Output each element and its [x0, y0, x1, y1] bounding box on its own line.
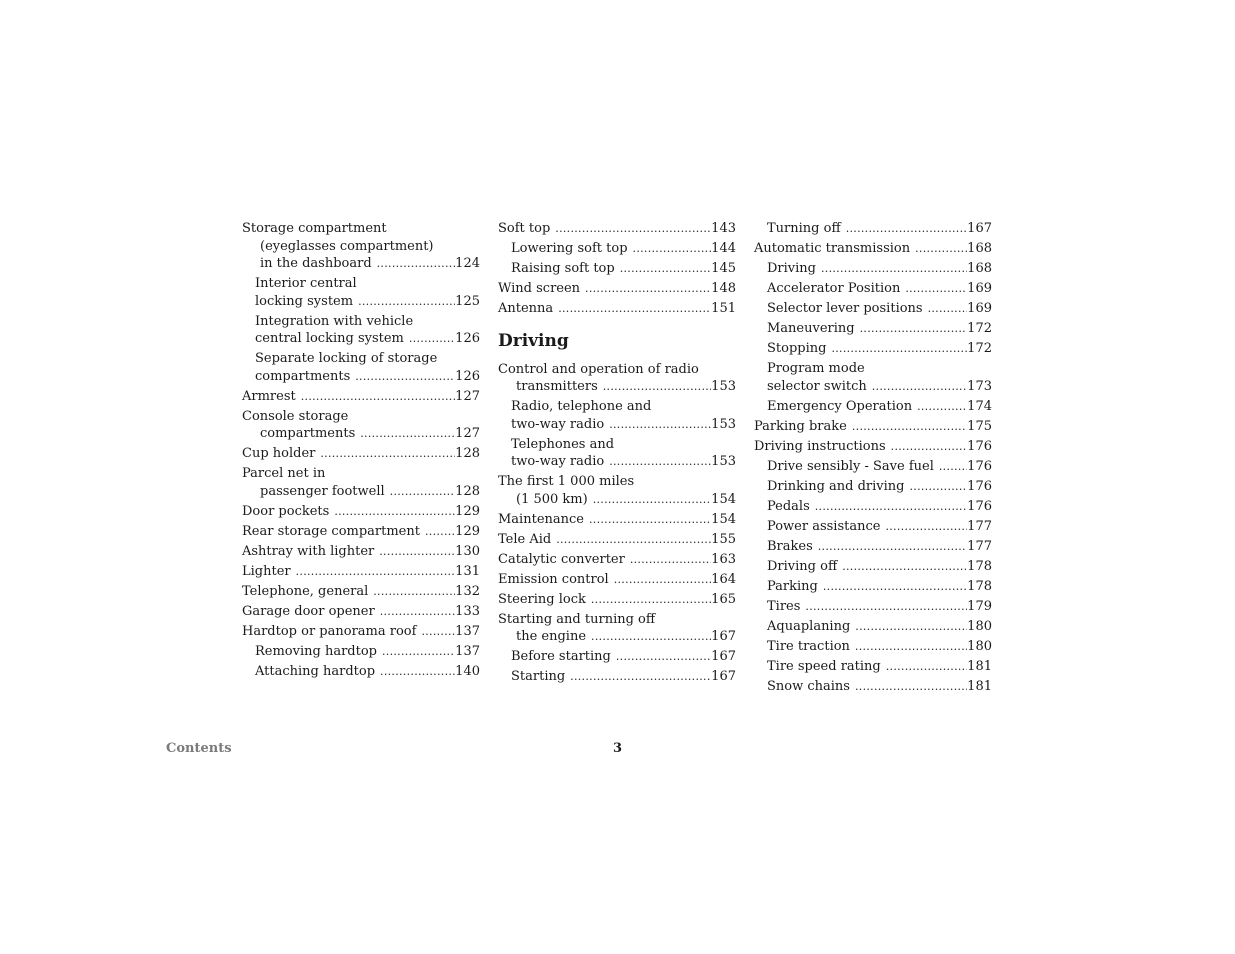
toc-entry-text: Soft top: [498, 221, 551, 236]
toc-entry-text: Interior central: [255, 276, 357, 291]
toc-entry-text: Ashtray with lighter: [242, 543, 375, 559]
toc-page-number: 145: [711, 261, 736, 276]
toc-page-number: 127: [455, 426, 480, 441]
toc-column-3: [754, 220, 992, 698]
toc-entry[interactable]: [498, 220, 736, 238]
toc-entry[interactable]: [498, 611, 736, 646]
toc-entry[interactable]: [754, 260, 992, 278]
toc-entry-text: Cup holder: [242, 446, 316, 461]
toc-page-number: 154: [711, 511, 736, 527]
toc-entry-text: Raising soft top: [511, 261, 615, 276]
toc-entry[interactable]: [754, 658, 992, 676]
toc-entry-text: Starting: [511, 669, 566, 684]
toc-entry[interactable]: [242, 503, 480, 521]
toc-entry-text: Drive sensibly - Save fuel: [767, 458, 934, 474]
toc-page-number: 181: [967, 658, 992, 674]
dot-leader: [934, 458, 967, 476]
dot-leader: [841, 220, 967, 238]
toc-page-number: 164: [711, 571, 736, 587]
dot-leader: [900, 280, 967, 298]
toc-entry[interactable]: [498, 300, 736, 318]
toc-entry-text: compartments: [255, 368, 351, 384]
toc-entry[interactable]: [242, 313, 480, 348]
toc-entry-text: Brakes: [767, 538, 813, 554]
toc-page-number: 127: [455, 388, 480, 404]
toc-page-number: 125: [455, 293, 480, 309]
dot-leader: [296, 388, 455, 406]
toc-entry[interactable]: [754, 360, 992, 395]
toc-entry[interactable]: [498, 551, 736, 569]
toc-page-number: 129: [455, 523, 480, 539]
toc-column-2: [498, 220, 736, 688]
toc-entry[interactable]: [498, 260, 736, 278]
toc-page-number: 137: [455, 643, 480, 659]
toc-page-number: 179: [967, 598, 992, 614]
toc-entry[interactable]: [242, 643, 480, 661]
dot-leader: [385, 483, 456, 501]
dot-leader: [416, 623, 455, 641]
toc-entry-text: Integration with vehicle: [255, 313, 414, 329]
toc-entry[interactable]: [754, 598, 992, 616]
toc-entry-text: Removing hardtop: [255, 643, 377, 659]
toc-entry[interactable]: [498, 240, 736, 258]
toc-entry-text: The first 1 000 miles: [498, 474, 635, 489]
dot-leader: [800, 598, 967, 616]
toc-entry-text: Snow chains: [767, 678, 850, 694]
toc-page-number: 173: [967, 378, 992, 394]
toc-entry[interactable]: [242, 275, 480, 310]
toc-entry[interactable]: [498, 531, 736, 549]
toc-entry-text: passenger footwell: [260, 483, 385, 499]
toc-entry[interactable]: [498, 648, 736, 666]
dot-leader: [565, 668, 711, 686]
toc-entry[interactable]: [754, 458, 992, 476]
toc-entry-text: Tires: [767, 598, 801, 614]
toc-entry-text: Driving: [767, 261, 816, 276]
toc-entry[interactable]: [754, 578, 992, 596]
toc-entry-text: Turning off: [767, 221, 841, 236]
toc-page-number: 177: [967, 538, 992, 554]
dot-leader: [604, 416, 711, 434]
toc-entry[interactable]: [754, 300, 992, 318]
dot-leader: [850, 678, 967, 696]
dot-leader: [598, 378, 711, 396]
dot-leader: [813, 538, 967, 556]
toc-entry-text: (eyeglasses compartment): [260, 238, 434, 254]
toc-entry[interactable]: [754, 320, 992, 338]
toc-entry-text: Garage door opener: [242, 603, 375, 619]
dot-leader: [867, 378, 967, 396]
dot-leader: [353, 293, 455, 311]
toc-page-number: 176: [967, 458, 992, 474]
dot-leader: [905, 478, 968, 496]
dot-leader: [818, 578, 967, 596]
toc-page-number: 168: [967, 241, 992, 256]
toc-entry-text: Telephones and: [511, 436, 615, 452]
toc-page-number: 168: [967, 261, 992, 276]
toc-entry-text: Power assistance: [767, 518, 881, 534]
toc-page-number: 153: [711, 379, 736, 394]
dot-leader: [375, 663, 455, 681]
toc-entry[interactable]: [242, 603, 480, 621]
toc-entry[interactable]: [754, 220, 992, 238]
toc-entry[interactable]: [498, 668, 736, 686]
dot-leader: [628, 240, 712, 258]
toc-page-number: 167: [711, 629, 736, 644]
toc-page-number: 180: [967, 618, 992, 634]
dot-leader: [923, 300, 968, 318]
toc-entry-text: selector switch: [767, 378, 867, 394]
dot-leader: [910, 240, 967, 258]
toc-entry-text: Tele Aid: [498, 531, 552, 547]
toc-page-number: 169: [967, 281, 992, 296]
toc-page-number: 131: [455, 563, 480, 579]
toc-entry-text: Stopping: [767, 341, 827, 356]
toc-page-number: 167: [711, 649, 736, 664]
toc-entry[interactable]: [754, 538, 992, 556]
dot-leader: [611, 648, 711, 666]
dot-leader: [881, 658, 967, 676]
toc-entry[interactable]: [754, 438, 992, 456]
toc-entry-text: Door pockets: [242, 503, 330, 519]
toc-entry[interactable]: [242, 465, 480, 500]
toc-page-number: 180: [967, 638, 992, 654]
toc-entry-text: Driving off: [767, 558, 838, 574]
toc-page-number: 176: [967, 438, 992, 454]
toc-entry[interactable]: [242, 388, 480, 406]
toc-entry-text: Program mode: [767, 361, 865, 376]
toc-entry-text: Lighter: [242, 563, 291, 579]
toc-entry-text: Armrest: [242, 388, 296, 404]
toc-entry-text: Rear storage compartment: [242, 523, 420, 539]
toc-page-number: 178: [967, 578, 992, 594]
toc-entry[interactable]: [498, 591, 736, 609]
toc-entry[interactable]: [498, 571, 736, 589]
toc-entry-text: Starting and turning off: [498, 611, 656, 627]
toc-entry-text: Parking brake: [754, 418, 847, 434]
dot-leader: [850, 618, 967, 636]
toc-entry[interactable]: [754, 638, 992, 656]
dot-leader: [586, 591, 711, 609]
dot-leader: [837, 558, 967, 576]
toc-entry-text: Selector lever positions: [767, 301, 923, 316]
toc-page-number: 177: [967, 518, 992, 534]
toc-entry-text: Maintenance: [498, 511, 584, 527]
toc-entry[interactable]: [498, 511, 736, 529]
toc-entry[interactable]: [242, 408, 480, 443]
dot-leader: [350, 368, 455, 386]
toc-entry[interactable]: [498, 398, 736, 433]
toc-page-number: 178: [967, 558, 992, 574]
toc-entry-text: Parking: [767, 578, 818, 594]
dot-leader: [588, 491, 711, 509]
toc-entry-text: Hardtop or panorama roof: [242, 623, 417, 639]
toc-page-number: 163: [711, 551, 736, 567]
toc-page-number: 126: [455, 331, 480, 346]
toc-entry[interactable]: [498, 473, 736, 508]
toc-entry[interactable]: [754, 280, 992, 298]
dot-leader: [912, 398, 967, 416]
toc-entry-text: Pedals: [767, 498, 810, 514]
dot-leader: [374, 543, 455, 561]
dot-leader: [404, 330, 455, 348]
toc-entry-text: locking system: [255, 293, 354, 309]
toc-page-number: 167: [711, 669, 736, 684]
toc-entry-text: Maneuvering: [767, 321, 855, 336]
dot-leader: [550, 220, 711, 238]
toc-entry-text: Telephone, general: [242, 583, 369, 599]
dot-leader: [847, 418, 967, 436]
footer-section-label: Contents: [166, 741, 232, 756]
toc-entry[interactable]: [754, 518, 992, 536]
dot-leader: [420, 523, 455, 541]
dot-leader: [826, 340, 967, 358]
toc-page-number: 128: [455, 483, 480, 499]
toc-page-number: 172: [967, 321, 992, 336]
dot-leader: [609, 571, 711, 589]
toc-page-number: 181: [967, 678, 992, 694]
toc-entry[interactable]: [242, 583, 480, 601]
toc-entry[interactable]: [242, 663, 480, 681]
toc-entry-text: Driving instructions: [754, 438, 886, 454]
dot-leader: [553, 300, 711, 318]
dot-leader: [329, 503, 455, 521]
dot-leader: [816, 260, 967, 278]
dot-leader: [604, 453, 711, 471]
dot-leader: [615, 260, 711, 278]
toc-page-number: 175: [967, 418, 992, 434]
dot-leader: [315, 445, 455, 463]
toc-entry[interactable]: [498, 280, 736, 298]
toc-entry-text: Radio, telephone and: [511, 399, 652, 414]
toc-entry[interactable]: [754, 240, 992, 258]
toc-page-number: 176: [967, 498, 992, 514]
toc-entry-text: Storage compartment: [242, 221, 387, 236]
toc-entry-text: Parcel net in: [242, 466, 326, 481]
toc-entry-text: Control and operation of radio: [498, 361, 699, 377]
toc-entry-text: Console storage: [242, 408, 349, 424]
toc-page-number: 176: [967, 478, 992, 494]
toc-entry[interactable]: [242, 350, 480, 385]
toc-page-number: 133: [455, 603, 480, 619]
toc-entry[interactable]: [498, 436, 736, 471]
toc-entry-text: Catalytic converter: [498, 551, 625, 567]
toc-entry-text: two-way radio: [511, 416, 605, 432]
toc-entry-text: compartments: [260, 426, 356, 441]
toc-entry[interactable]: [498, 361, 736, 396]
toc-page-number: 167: [967, 221, 992, 236]
toc-entry[interactable]: [754, 418, 992, 436]
toc-entry[interactable]: [242, 623, 480, 641]
toc-page-number: 153: [711, 416, 736, 432]
toc-entry-text: in the dashboard: [260, 256, 372, 271]
toc-entry[interactable]: [754, 678, 992, 696]
dot-leader: [810, 498, 967, 516]
dot-leader: [880, 518, 967, 536]
toc-page-number: 169: [967, 301, 992, 316]
toc-page-number: 124: [455, 256, 480, 271]
toc-page-number: 153: [711, 454, 736, 469]
toc-column-1: [242, 220, 480, 683]
toc-entry-text: Accelerator Position: [767, 281, 901, 296]
toc-entry[interactable]: [242, 543, 480, 561]
toc-entry-text: central locking system: [255, 331, 404, 346]
toc-entry-text: Attaching hardtop: [255, 663, 376, 679]
toc-page-number: 137: [455, 623, 480, 639]
dot-leader: [625, 551, 711, 569]
page-number: 3: [613, 741, 623, 756]
toc-entry-text: (1 500 km): [516, 491, 588, 507]
toc-page-number: 151: [711, 301, 736, 316]
toc-page-number: 132: [455, 583, 480, 599]
toc-entry-text: Antenna: [498, 301, 554, 316]
toc-entry-text: Aquaplaning: [767, 618, 851, 634]
toc-entry[interactable]: [754, 478, 992, 496]
dot-leader: [551, 531, 711, 549]
toc-page-number: 148: [711, 281, 736, 296]
toc-entry-text: Emergency Operation: [767, 398, 913, 414]
toc-entry[interactable]: [242, 563, 480, 581]
toc-page-number: 129: [455, 503, 480, 519]
dot-leader: [368, 583, 455, 601]
dot-leader: [586, 628, 711, 646]
toc-page-number: 143: [711, 221, 736, 236]
toc-page-number: 154: [711, 491, 736, 507]
dot-leader: [291, 563, 456, 581]
dot-leader: [372, 255, 456, 273]
section-heading: Driving: [498, 330, 569, 351]
toc-entry-text: Before starting: [511, 649, 611, 664]
toc-entry[interactable]: [754, 558, 992, 576]
toc-page-number: 155: [711, 531, 736, 547]
toc-page-number: 165: [711, 591, 736, 607]
toc-page-number: 128: [455, 446, 480, 461]
dot-leader: [580, 280, 711, 298]
toc-entry-text: Emission control: [498, 571, 609, 587]
toc-entry[interactable]: [242, 445, 480, 463]
toc-page-number: 172: [967, 341, 992, 356]
dot-leader: [886, 438, 968, 456]
dot-leader: [584, 511, 711, 529]
toc-entry-text: Tire speed rating: [767, 658, 881, 674]
toc-entry-text: Wind screen: [498, 281, 581, 296]
dot-leader: [375, 603, 455, 621]
toc-entry[interactable]: [754, 340, 992, 358]
toc-entry-text: transmitters: [516, 379, 598, 394]
dot-leader: [377, 643, 455, 661]
toc-entry-text: two-way radio: [511, 454, 605, 469]
toc-page-number: 130: [455, 543, 480, 559]
toc-entry[interactable]: [242, 523, 480, 541]
toc-entry-text: Automatic transmission: [754, 241, 911, 256]
toc-entry-text: the engine: [516, 629, 587, 644]
toc-entry-text: Lowering soft top: [511, 241, 628, 256]
toc-entry-text: Tire traction: [767, 638, 850, 654]
dot-leader: [850, 638, 967, 656]
toc-entry-text: Steering lock: [498, 591, 586, 607]
dot-leader: [855, 320, 968, 338]
toc-entry[interactable]: [754, 498, 992, 516]
toc-entry[interactable]: [754, 618, 992, 636]
toc-page-number: 140: [455, 663, 480, 679]
dot-leader: [355, 425, 455, 443]
toc-entry-text: Separate locking of storage: [255, 351, 438, 366]
toc-page-number: 174: [967, 398, 992, 414]
toc-entry[interactable]: [754, 398, 992, 416]
toc-page-number: 126: [455, 368, 480, 384]
toc-page-number: 144: [711, 241, 736, 256]
toc-entry-text: Drinking and driving: [767, 478, 905, 494]
toc-entry[interactable]: [242, 220, 480, 273]
